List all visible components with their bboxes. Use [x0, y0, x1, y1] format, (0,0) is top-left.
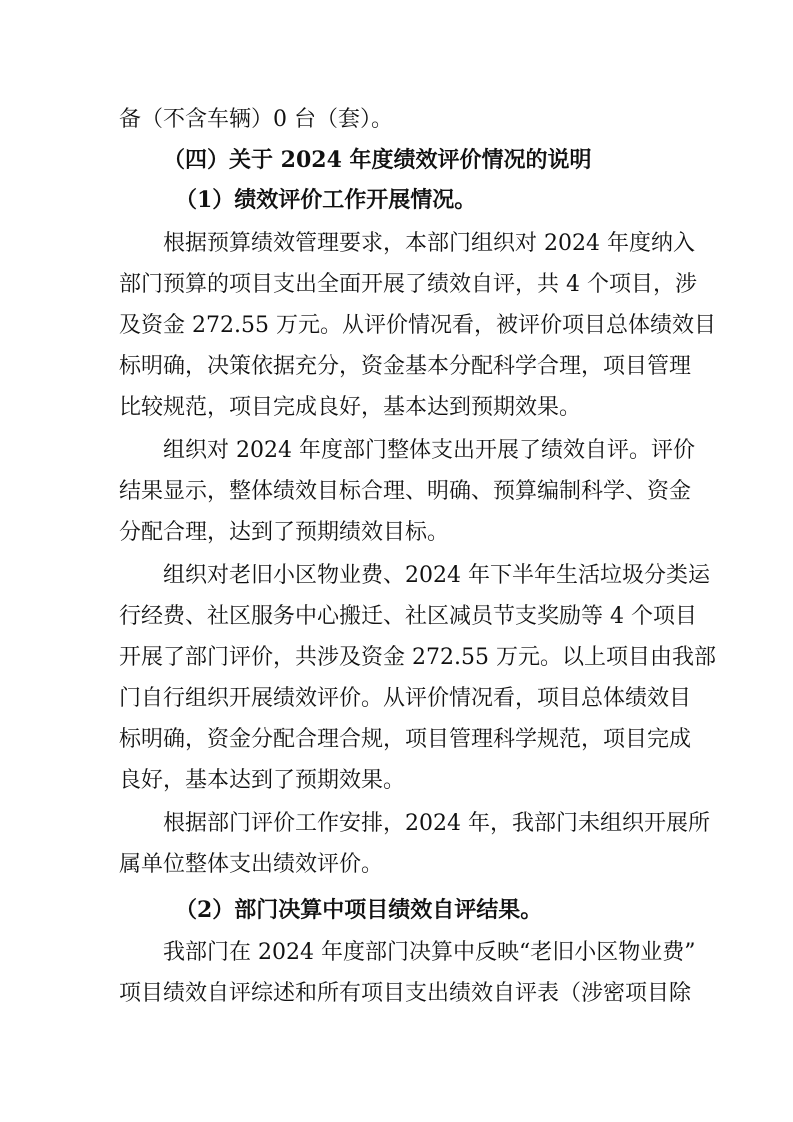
paragraph-line: 组织对老旧小区物业费、2024 年下半年生活垃圾分类运 — [163, 563, 710, 588]
paragraph-line: 结果显示，整体绩效目标合理、明确、预算编制科学、资金 — [119, 479, 692, 504]
text-line: 备（不含车辆）0 台（套）。 — [119, 107, 393, 132]
paragraph-line: 良好，基本达到了预期效果。 — [119, 768, 406, 793]
subsection-heading: （2）部门决算中项目绩效自评结果。 — [175, 897, 543, 923]
paragraph-line: 分配合理，达到了预期绩效目标。 — [119, 520, 450, 545]
paragraph-line: 项目绩效自评综述和所有项目支出绩效自评表（涉密项目除 — [119, 981, 692, 1006]
subsection-heading: （1）绩效评价工作开展情况。 — [175, 187, 477, 213]
paragraph-line: 标明确，资金分配合理合规，项目管理科学规范，项目完成 — [119, 727, 692, 752]
paragraph-line: 比较规范，项目完成良好，基本达到预期效果。 — [119, 395, 582, 420]
section-heading: （四）关于 2024 年度绩效评价情况的说明 — [163, 147, 592, 173]
paragraph-line: 行经费、社区服务中心搬迁、社区减员节支奖励等 4 个项目 — [119, 604, 697, 629]
paragraph-line: 根据部门评价工作安排，2024 年，我部门未组织开展所 — [163, 811, 710, 836]
paragraph-line: 部门预算的项目支出全面开展了绩效自评，共 4 个项目，涉 — [119, 272, 697, 297]
paragraph-line: 门自行组织开展绩效评价。从评价情况看，项目总体绩效目 — [119, 686, 692, 711]
paragraph-line: 及资金 272.55 万元。从评价情况看，被评价项目总体绩效目 — [119, 313, 716, 338]
paragraph-line: 属单位整体支出绩效评价。 — [119, 852, 384, 877]
paragraph-line: 开展了部门评价，共涉及资金 272.55 万元。以上项目由我部 — [119, 645, 716, 670]
paragraph-line: 我部门在 2024 年度部门决算中反映“老旧小区物业费” — [163, 940, 696, 965]
paragraph-line: 组织对 2024 年度部门整体支出开展了绩效自评。评价 — [163, 438, 695, 463]
paragraph-line: 标明确，决策依据充分，资金基本分配科学合理，项目管理 — [119, 354, 692, 379]
paragraph-line: 根据预算绩效管理要求，本部门组织对 2024 年度纳入 — [163, 231, 695, 256]
